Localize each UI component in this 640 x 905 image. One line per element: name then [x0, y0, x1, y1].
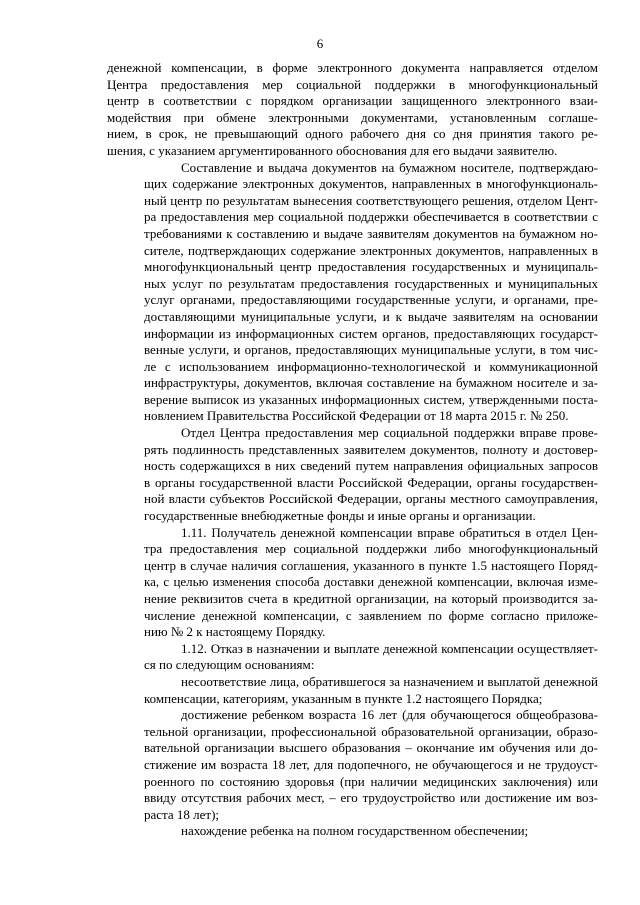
paragraph-line: 1.11. Получатель денежной компенсации вправе обратиться в отдел Цен-	[181, 524, 598, 540]
paragraph-line: вательной организации высшего образования – окончание им обучения или до-	[144, 740, 598, 756]
paragraph	[107, 641, 598, 674]
paragraph-line: ный центр по результатам вынесения соответствующего решения, отделом Цент-	[144, 192, 598, 208]
paragraph	[107, 425, 598, 525]
paragraph	[107, 525, 598, 641]
paragraph-line: нение реквизитов счета в кредитной организации, на который производится за-	[144, 591, 598, 606]
paragraph-line: ся по следующим основаниям:	[144, 657, 315, 673]
document-body	[107, 60, 598, 840]
paragraph-line: стижение им возраста 18 лет, для подопечного, не обучающегося и не трудоуст-	[144, 756, 598, 772]
paragraph	[107, 823, 598, 840]
paragraph-line: инфраструктуры, документов, включая составление на бумажном носителе и за-	[144, 375, 598, 391]
paragraph-line: шения, с указанием аргументированного обоснования для его выдачи заявителю.	[107, 142, 558, 158]
paragraph-line: денежной компенсации, в форме электронного документа направляется отделом	[107, 60, 598, 75]
paragraph	[107, 60, 598, 160]
paragraph-line: ных услуг по результатам предоставления государственных и муниципальных	[144, 275, 598, 291]
paragraph-line: доставляющими муниципальные услуги, и к выдаче заявителям на основании	[144, 308, 598, 324]
paragraph-line: ность содержащихся в них сведений путем направления официальных запросов	[144, 458, 598, 474]
paragraph-line: рять подлинность представленных заявителем документов, полноту и достовер-	[144, 441, 598, 457]
paragraph-line: венные услуги, и органов, предоставляющих муниципальные услуги, в том чис-	[144, 342, 598, 358]
paragraph-line: ввиду отсутствия рабочих мест, – его трудоустройство или достижение им воз-	[144, 790, 598, 806]
paragraph-line: компенсации, категориям, указанным в пункте 1.2 настоящего Порядка;	[144, 690, 543, 706]
paragraph	[107, 160, 598, 426]
paragraph-line: нию № 2 к настоящему Порядку.	[144, 624, 326, 640]
paragraph-line: ка, с целью изменения способа доставки денежной компенсации, включая изме-	[144, 574, 598, 590]
paragraph-line: центр в случае наличия соглашения, указанного в пункте 1.5 настоящего Поряд-	[144, 557, 598, 573]
paragraph	[107, 674, 598, 707]
paragraph-line: достижение ребенком возраста 16 лет (для обучающегося общеобразова-	[181, 707, 598, 723]
paragraph-line: раста 18 лет);	[144, 806, 220, 822]
paragraph-line: требованиями к составлению и выдаче заявителям документов на бумажном но-	[144, 225, 598, 241]
paragraph-line: ле с использованием информационно-технологической и коммуникационной	[144, 358, 598, 374]
paragraph-line: ра предоставления мер социальной поддержки обеспечивается в соответствии с	[144, 209, 598, 225]
paragraph-line: несоответствие лица, обратившегося за назначением и выплатой денежной	[181, 673, 598, 689]
paragraph-line: нием, в срок, не превышающий одного рабочего дня со дня принятия такого ре-	[107, 126, 598, 142]
paragraph-line: тельной организации, профессиональной образовательной организации, образо-	[144, 723, 598, 739]
paragraph-line: сителе, подтверждающих содержание электронных документов, направленных в	[144, 242, 598, 258]
paragraph-line: центр в соответствии с порядком организации защищенного электронного взаи-	[107, 93, 598, 109]
paragraph-line: Отдел Центра предоставления мер социальной поддержки вправе прове-	[181, 425, 598, 441]
paragraph-line: числение денежной компенсации, с заявлением по форме согласно приложе-	[144, 607, 598, 623]
paragraph-line: роенного по состоянию здоровья (при наличии медицинских заключения) или	[144, 773, 598, 789]
paragraph-line: ной власти субъектов Российской Федерации, органы местного самоуправления,	[144, 491, 598, 507]
paragraph-line: информации из информационных систем органов, предоставляющих государст-	[144, 325, 598, 341]
paragraph-line: услуг органами, предоставляющими государственные услуги, и органами, пре-	[144, 292, 598, 308]
paragraph-line: 1.12. Отказ в назначении и выплате денежной компенсации осуществляет-	[181, 640, 598, 656]
paragraph-line: Составление и выдача документов на бумажном носителе, подтверждаю-	[181, 159, 598, 175]
paragraph-line: нахождение ребенка на полном государственном обеспечении;	[181, 823, 529, 839]
paragraph-line: верение выписок из указанных информационных систем, утвержденными поста-	[144, 391, 598, 407]
paragraph-line: щих содержание электронных документов, направленных в многофункциональ-	[144, 176, 598, 192]
paragraph-line: модействия при обмене электронными документами, установленным соглаше-	[107, 109, 598, 125]
page-number: 6	[316, 36, 324, 51]
paragraph-line: многофункциональный центр предоставления государственных и муниципаль-	[144, 259, 598, 275]
paragraph-line: тра предоставления мер социальной поддержки либо многофункциональный	[144, 541, 598, 557]
paragraph	[107, 707, 598, 823]
paragraph-line: Центра предоставления мер социальной поддержки в многофункциональный	[107, 76, 598, 92]
paragraph-line: новлением Правительства Российской Федерации от 18 марта 2015 г. № 250.	[144, 408, 569, 424]
paragraph-line: государственные внебюджетные фонды и иные органы и организации.	[144, 508, 536, 524]
paragraph-line: в органы государственной власти Российской Федерации, органы государствен-	[144, 474, 598, 490]
